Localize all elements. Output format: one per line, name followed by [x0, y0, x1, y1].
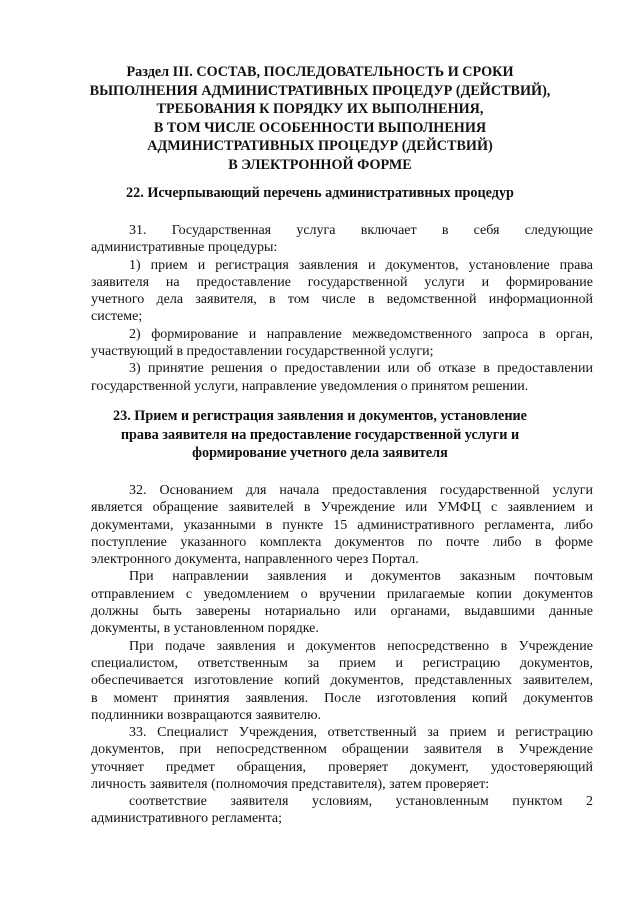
text-line: обеспечивается изготовление копий документов, представленных заявителем,	[91, 673, 593, 689]
text-line: документы, в установленном порядке.	[91, 621, 319, 637]
section-title	[60, 63, 580, 175]
text-line: 33. Специалист Учреждения, ответственный за прием и регистрацию	[129, 725, 593, 740]
text-line: учетного дела заявителя, в том числе в ведомственной информационной	[91, 292, 593, 308]
text-line: участвующий в предоставлении государственной услуги;	[91, 344, 434, 360]
paragraph-31-block	[91, 222, 593, 395]
text-line: административные процедуры:	[91, 240, 278, 256]
heading-23	[60, 407, 580, 463]
text-line: 31. Государственная услуга включает в себя следующие	[129, 223, 593, 238]
text-line: системе;	[91, 309, 143, 325]
text-line: документов, при непосредственном обращении заявителя в Учреждение	[91, 742, 593, 758]
text-line: административного регламента;	[91, 811, 283, 827]
section-title-line: Раздел III. СОСТАВ, ПОСЛЕДОВАТЕЛЬНОСТЬ И СРОКИ	[126, 64, 514, 80]
text-line: поступление указанного комплекта документов по почте либо в форме	[91, 534, 593, 550]
text-line: подлинники возвращаются заявителю.	[91, 707, 322, 723]
text-line: отправлением с уведомлением о вручении прилагаемые копии документов	[91, 586, 593, 602]
text-line: должны быть заверены нотариально или органами, выдавшими данные	[91, 604, 593, 620]
section-title-line: В ТОМ ЧИСЛЕ ОСОБЕННОСТИ ВЫПОЛНЕНИЯ	[153, 119, 487, 136]
section-title-line: ТРЕБОВАНИЯ К ПОРЯДКУ ИХ ВЫПОЛНЕНИЯ,	[156, 101, 484, 118]
text-line: электронного документа, направленного через Портал.	[91, 552, 419, 568]
text-line: 3) принятие решения о предоставлении или об отказе в предоставлении	[129, 361, 593, 377]
text-line: личность заявителя (полномочия представителя), затем проверяет:	[91, 776, 490, 792]
text-line: При направлении заявления и документов заказным почтовым	[129, 569, 593, 585]
paragraph-32-block	[91, 482, 593, 724]
text-line: уточняет предмет обращения, проверяет документ, удостоверяющий	[91, 759, 593, 775]
heading-23-line: формирование учетного дела заявителя	[192, 445, 448, 462]
text-line: государственной услуги, направление уведомления о принятом решении.	[91, 378, 529, 394]
section-title-line: ВЫПОЛНЕНИЯ АДМИНИСТРАТИВНЫХ ПРОЦЕДУР (ДЕЙСТВИЙ),	[89, 82, 551, 99]
text-line: специалистом, ответственным за прием и регистрацию документов,	[91, 655, 593, 671]
paragraph-33-block	[91, 724, 593, 828]
heading-23-line: 23. Прием и регистрация заявления и документов, установление	[113, 408, 527, 424]
text-line: заявителя на предоставление государственной услуги и формирование	[91, 274, 593, 290]
section-title-line: АДМИНИСТРАТИВНЫХ ПРОЦЕДУР (ДЕЙСТВИЙ)	[147, 138, 493, 155]
text-line: 2) формирование и направление межведомственного запроса в орган,	[129, 326, 593, 342]
text-line: в момент принятия заявления. После изготовления копий документов	[91, 690, 593, 706]
text-line: соответствие заявителя условиям, установленным пунктом 2	[129, 794, 593, 810]
text-line: 1) прием и регистрация заявления и документов, установление права	[129, 257, 593, 273]
text-line: является обращение заявителей в Учреждение или УМФЦ с заявлением и	[91, 500, 593, 516]
heading-22: 22. Исчерпывающий перечень административных процедур	[126, 185, 514, 201]
section-title-line: В ЭЛЕКТРОННОЙ ФОРМЕ	[228, 156, 412, 173]
text-line: документами, указанными в пункте 15 административного регламента, либо	[91, 517, 593, 533]
text-line: При подаче заявления и документов непосредственно в Учреждение	[129, 638, 593, 654]
heading-23-line: права заявителя на предоставление государственной услуги и	[120, 426, 520, 443]
text-line: 32. Основанием для начала предоставления государственной услуги	[129, 483, 593, 498]
